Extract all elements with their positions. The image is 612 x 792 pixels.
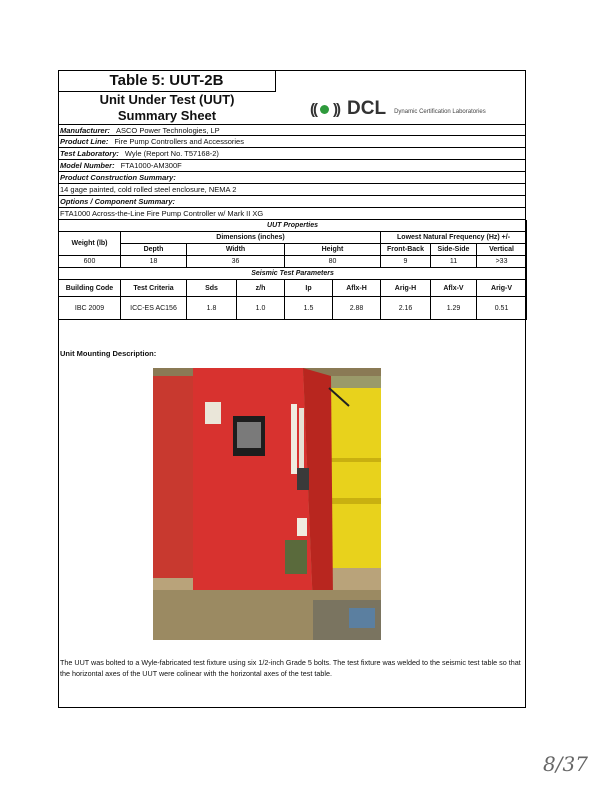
depth-value: 18 bbox=[121, 256, 187, 268]
seismic-title: Seismic Test Parameters bbox=[59, 268, 527, 280]
height-header: Height bbox=[285, 244, 381, 256]
logo-close-paren: )) bbox=[333, 100, 339, 118]
logo-dot-icon bbox=[320, 105, 329, 114]
uut-photo-illustration bbox=[153, 368, 381, 640]
summary-subtitle bbox=[58, 92, 276, 124]
ip-value: 1.5 bbox=[285, 297, 333, 320]
sds-value: 1.8 bbox=[187, 297, 237, 320]
test-criteria-header: Test Criteria bbox=[121, 280, 187, 297]
uut-photo bbox=[153, 368, 381, 640]
test-lab-value: Wyle (Report No. T57168-2) bbox=[124, 149, 219, 158]
zh-header: z/h bbox=[237, 280, 285, 297]
sds-header: Sds bbox=[187, 280, 237, 297]
uut-properties-title: UUT Properties bbox=[59, 220, 527, 232]
dimensions-header: Dimensions (inches) bbox=[121, 232, 381, 244]
logo-name: DCL bbox=[347, 98, 387, 119]
model-value: FTA1000-AM300F bbox=[120, 161, 182, 170]
product-line-label: Product Line: bbox=[60, 137, 109, 146]
model-label: Model Number: bbox=[60, 161, 115, 170]
mounting-description: The UUT was bolted to a Wyle-fabricated test fixture using six 1/2-inch Grade 5 bolts. The test fixture was welded to the seismic test table so that the horizontal axes of the UUT were colinear with the horizontal axes of the test table. bbox=[60, 658, 521, 678]
zh-value: 1.0 bbox=[237, 297, 285, 320]
weight-header: Weight (lb) bbox=[59, 232, 121, 256]
arig-h-value: 2.16 bbox=[381, 297, 431, 320]
frequency-header: Lowest Natural Frequency (Hz) +/- bbox=[381, 232, 527, 244]
width-value: 36 bbox=[187, 256, 285, 268]
vertical-value: >33 bbox=[477, 256, 527, 268]
test-criteria-value: ICC-ES AC156 bbox=[121, 297, 187, 320]
manufacturer-row bbox=[58, 124, 526, 136]
mounting-label: Unit Mounting Description: bbox=[60, 349, 157, 358]
test-lab-label: Test Laboratory: bbox=[60, 149, 119, 158]
vertical-header: Vertical bbox=[477, 244, 527, 256]
model-row bbox=[58, 160, 526, 172]
width-header: Width bbox=[187, 244, 285, 256]
side-side-header: Side-Side bbox=[431, 244, 477, 256]
test-lab-row bbox=[58, 148, 526, 160]
front-back-value: 9 bbox=[381, 256, 431, 268]
manufacturer-value: ASCO Power Technologies, LP bbox=[116, 125, 220, 135]
construction-value: 14 gage painted, cold rolled steel enclosure, NEMA 2 bbox=[60, 185, 237, 194]
dcl-logo bbox=[310, 98, 486, 120]
building-code-header: Building Code bbox=[59, 280, 121, 297]
table-title: Table 5: UUT-2B bbox=[58, 70, 276, 92]
aflx-h-header: Aflx-H bbox=[333, 280, 381, 297]
subtitle-line-2: Summary Sheet bbox=[117, 108, 217, 123]
product-line-row bbox=[58, 136, 526, 148]
options-value: FTA1000 Across-the-Line Fire Pump Controller w/ Mark II XG bbox=[60, 209, 264, 218]
construction-label: Product Construction Summary: bbox=[60, 173, 176, 182]
uut-properties-table bbox=[58, 220, 527, 320]
front-back-header: Front-Back bbox=[381, 244, 431, 256]
construction-value-row bbox=[58, 184, 526, 196]
options-label: Options / Component Summary: bbox=[60, 197, 176, 206]
product-line-value: Fire Pump Controllers and Accessories bbox=[114, 137, 244, 146]
arig-h-header: Arig-H bbox=[381, 280, 431, 297]
building-code-value: IBC 2009 bbox=[59, 297, 121, 320]
depth-header: Depth bbox=[121, 244, 187, 256]
side-side-value: 11 bbox=[431, 256, 477, 268]
aflx-h-value: 2.88 bbox=[333, 297, 381, 320]
options-label-row bbox=[58, 196, 526, 208]
logo-tagline: Dynamic Certification Laboratories bbox=[394, 109, 486, 115]
height-value: 80 bbox=[285, 256, 381, 268]
handwritten-page-mark: 8/37 bbox=[543, 752, 588, 776]
aflx-v-header: Aflx-V bbox=[431, 280, 477, 297]
arig-v-value: 0.51 bbox=[477, 297, 527, 320]
weight-value: 600 bbox=[59, 256, 121, 268]
logo-open-paren: (( bbox=[310, 100, 316, 118]
options-value-row bbox=[58, 208, 526, 220]
ip-header: Ip bbox=[285, 280, 333, 297]
subtitle-line-1: Unit Under Test (UUT) bbox=[99, 92, 235, 107]
arig-v-header: Arig-V bbox=[477, 280, 527, 297]
aflx-v-value: 1.29 bbox=[431, 297, 477, 320]
construction-label-row bbox=[58, 172, 526, 184]
manufacturer-label: Manufacturer: bbox=[60, 125, 111, 135]
